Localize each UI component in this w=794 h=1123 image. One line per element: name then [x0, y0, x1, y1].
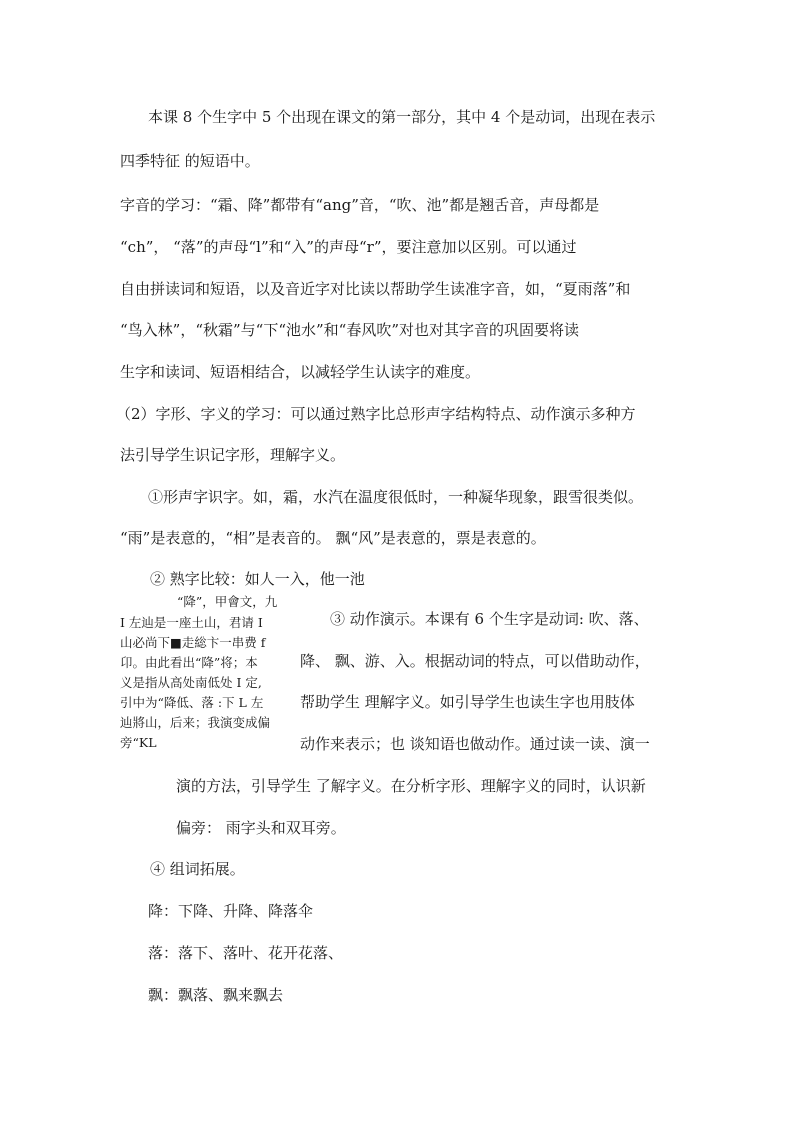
word-group-2: 落：落下、落叶、花开花落、: [148, 944, 344, 962]
item3-line-3: 帮助学生 理解字义。如引导学生也读生字也用肢体: [300, 693, 635, 711]
word-group-1: 降：下降、升降、降落伞: [148, 902, 314, 920]
side-note-line-8: 旁“KL: [120, 735, 157, 750]
form-meaning-line-1: （2）字形、字义的学习：可以通过熟字比总形声字结构特点、动作演示多种方: [116, 405, 636, 423]
side-note-line-7: 辿將山，后来；我演变成偏: [120, 715, 271, 730]
item1-line-1: ①形声字识字。如，霜，水汽在温度很低时，一种凝华现象，跟雪很类似。: [148, 488, 644, 506]
item3-line-4: 动作来表示；也 谈知语也做动作。通过读一读、演一: [300, 735, 650, 753]
item4-title: ④ 组词拓展。: [150, 860, 245, 878]
pronunciation-line-2: “ch”， “落”的声母“l”和“入”的声母“r”，要注意加以区别。可以通过: [120, 238, 577, 256]
pronunciation-line-4: “鸟入林”，“秋霜”与“下“池水”和“春风吹”对也对其字音的巩固要将读: [120, 321, 580, 339]
side-note-line-5: 义是指从高处南低处 I 定,: [120, 675, 262, 690]
item3-line-6: 偏旁： 雨字头和双耳旁。: [176, 819, 346, 837]
pronunciation-line-3: 自由拼读词和短语，以及音近字对比读以帮助学生读准字音，如，“夏雨落”和: [120, 280, 631, 298]
item2-line-1: ② 熟字比较：如人一入，他一池: [150, 570, 365, 588]
side-note-line-1: “降”，甲會文，九: [177, 594, 278, 609]
intro-line-2: 四季特征 的短语中。: [120, 152, 260, 170]
form-meaning-line-2: 法引导学生识记字形，理解字义。: [120, 446, 346, 464]
side-note-line-4: 卬。由此看出“降”将；本: [120, 655, 258, 670]
side-note-line-2: I 左辿是一座土山，君请 I: [120, 615, 263, 630]
item3-line-2: 降、 飘、游、入。根据动词的特点，可以借助动作，: [300, 652, 650, 670]
intro-line-1: 本课 8 个生字中 5 个出现在课文的第一部分，其中 4 个是动词，出现在表示: [148, 108, 656, 126]
word-group-3: 飘：飘落、飘来飘去: [148, 986, 284, 1004]
side-note-line-6: 引中为“降低、落 :下 L 左: [120, 695, 264, 710]
item3-line-1: ③ 动作演示。本课有 6 个生字是动词: 吹、落、: [330, 610, 649, 628]
pronunciation-line-1: 字音的学习：“霜、降”都带有“ang”音，“吹、池”都是翘舌音，声母都是: [120, 196, 600, 214]
item1-line-2: “雨”是表意的，“相”是表音的。 飘“风”是表意的，票是表意的。: [120, 529, 546, 547]
pronunciation-line-5: 生字和读词、短语相结合，以减轻学生认读字的难度。: [120, 363, 481, 381]
side-note-line-3: 山必尚下■走総卞一串费 f: [120, 635, 266, 650]
item3-line-5: 演的方法，引导学生 了解字义。在分析字形、理解字义的同时，认识新: [176, 777, 646, 795]
